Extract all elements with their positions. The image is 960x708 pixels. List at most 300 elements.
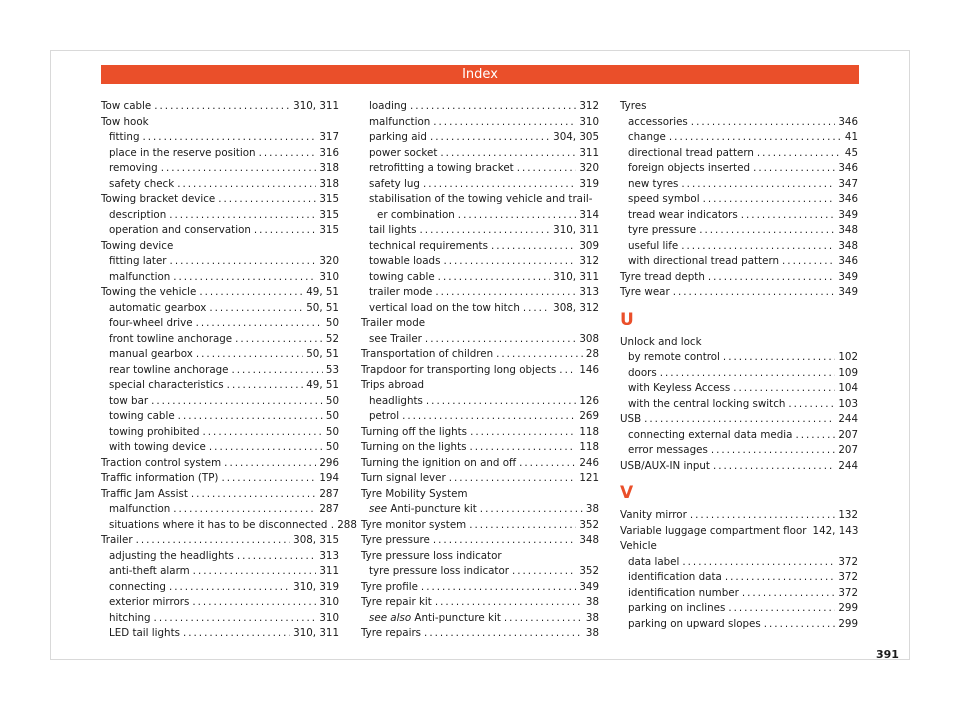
page-reference: 121 [579, 472, 599, 484]
dot-leader [690, 508, 836, 524]
entry-label: power socket [369, 146, 438, 159]
dot-leader [177, 177, 316, 193]
entry-label: Tyre monitor system [361, 518, 467, 531]
page-reference: 346 [838, 115, 858, 128]
index-heading: Towing device [101, 239, 174, 252]
entry-label: Tow cable [101, 100, 152, 112]
dot-leader [410, 99, 576, 115]
dot-leader [480, 502, 583, 518]
page-reference: 310 [579, 115, 599, 128]
page-reference: 311 [319, 565, 339, 577]
page-reference: 310, 319 [293, 580, 339, 593]
dot-leader [151, 394, 323, 410]
index-entry [101, 285, 339, 301]
page-reference: 287 [319, 503, 339, 515]
index-column-3 [620, 99, 858, 632]
page-reference: 296 [319, 456, 339, 469]
dot-leader [757, 146, 842, 162]
index-heading: Unlock and lock [620, 335, 702, 348]
index-heading: Trips abroad [361, 379, 425, 391]
entry-label: Trapdoor for transporting long objects [361, 363, 557, 376]
index-subentry [101, 270, 339, 286]
entry-label: four-wheel drive [109, 317, 193, 329]
entry-label: headlights [369, 394, 423, 407]
dot-leader [192, 595, 316, 611]
entry-label: Tyre repair kit [361, 596, 432, 608]
page-reference: 126 [579, 394, 599, 407]
dot-leader [713, 459, 835, 475]
index-subentry [101, 425, 339, 441]
entry-label: technical requirements [369, 239, 488, 252]
dot-leader [440, 146, 576, 162]
index-subentry [101, 595, 339, 611]
dot-leader [224, 456, 316, 472]
page-reference: 109 [838, 366, 858, 379]
dot-leader [764, 617, 836, 633]
page-reference: 52 [325, 332, 339, 345]
page-reference: 45 [844, 146, 858, 159]
dot-leader [433, 115, 576, 131]
index-entry [361, 533, 599, 549]
dot-leader [161, 161, 317, 177]
page-reference: 349 [579, 580, 599, 593]
index-subentry [361, 394, 599, 410]
index-entry [361, 471, 599, 487]
page-reference: 372 [838, 571, 858, 583]
dot-leader [191, 487, 316, 503]
page-reference: 132 [838, 509, 858, 521]
entry-label: Variable luggage compartment floor [620, 524, 807, 537]
dot-leader [753, 161, 835, 177]
index-entry [361, 440, 599, 456]
section-letter: U [620, 309, 634, 330]
dot-leader [681, 239, 835, 255]
dot-leader [196, 316, 323, 332]
index-entry [101, 487, 339, 503]
entry-label: towing prohibited [109, 425, 200, 438]
page-reference: 310 [319, 270, 339, 283]
entry-label: speed symbol [628, 193, 700, 205]
page-reference: 50, 51 [306, 301, 339, 314]
entry-label: tyre pressure loss indicator [369, 565, 509, 577]
entry-label: manual gearbox [109, 348, 193, 360]
entry-label: hitching [109, 611, 151, 624]
entry-label: connecting [109, 580, 166, 593]
page-reference: 346 [838, 162, 858, 174]
entry-label: Turning on the lights [361, 441, 467, 453]
entry-label: Towing the vehicle [101, 286, 197, 298]
entry-label: towing cable [109, 410, 175, 422]
page-reference: 194 [319, 472, 339, 484]
entry-label: loading [369, 100, 407, 112]
index-subentry [101, 161, 339, 177]
index-subentry [620, 239, 858, 255]
page-reference: 49, 51 [306, 286, 339, 298]
dot-leader [741, 208, 836, 224]
dot-leader [708, 270, 835, 286]
section-letter: V [620, 483, 634, 503]
dot-leader [443, 254, 576, 270]
dot-leader [136, 533, 291, 549]
dot-leader [458, 208, 577, 224]
entry-label: Tyre profile [361, 580, 418, 593]
page-reference: 348 [579, 534, 599, 546]
dot-leader [424, 626, 583, 642]
page-reference: 372 [838, 586, 858, 599]
entry-label: Towing bracket device [101, 193, 216, 205]
index-subentry [620, 555, 858, 571]
index-subentry [361, 301, 599, 317]
page-reference: 318 [319, 162, 339, 174]
index-subentry [361, 502, 599, 518]
entry-label: fitting later [109, 255, 167, 267]
entry-label: front towline anchorage [109, 332, 233, 345]
entry-label [369, 502, 477, 518]
index-subentry [620, 130, 858, 146]
index-heading: Tyre pressure loss indicator [361, 549, 502, 562]
dot-leader [523, 301, 550, 317]
page-reference: 320 [579, 162, 599, 174]
page-reference: 104 [838, 382, 858, 394]
index-subentry [361, 332, 599, 348]
entry-label: identification data [628, 571, 722, 583]
dot-leader [196, 347, 303, 363]
entry-label: tyre pressure [628, 224, 697, 236]
dot-leader [682, 555, 835, 571]
index-entry [620, 270, 858, 286]
dot-leader [449, 471, 577, 487]
index-subentry [361, 146, 599, 162]
dot-leader [788, 397, 835, 413]
index-subentry [361, 161, 599, 177]
page-reference: 28 [585, 348, 599, 360]
page-reference: 310, 311 [293, 627, 339, 639]
entry-label: accessories [628, 115, 688, 128]
entry-label [369, 611, 501, 627]
page-reference: 102 [838, 351, 858, 363]
dot-leader [423, 177, 576, 193]
index-subentry [101, 549, 339, 565]
entry-label: malfunction [109, 270, 171, 283]
page-reference: 50 [325, 410, 339, 422]
page-reference: 349 [838, 208, 858, 221]
entry-label: malfunction [109, 503, 171, 515]
entry-label: trailer mode [369, 286, 433, 298]
index-heading: Tyre Mobility System [361, 487, 468, 500]
entry-label: useful life [628, 239, 679, 252]
index-subentry [361, 409, 599, 425]
page-reference: 310, 311 [553, 270, 599, 283]
entry-label: Traffic information (TP) [101, 472, 219, 484]
page-reference: 352 [579, 565, 599, 577]
entry-label: automatic gearbox [109, 301, 207, 314]
dot-leader [435, 595, 583, 611]
page-reference: 346 [838, 255, 858, 267]
index-subentry [361, 611, 599, 627]
dot-leader [512, 564, 576, 580]
index-subentry [361, 564, 599, 580]
entry-label: special characteristics [109, 379, 224, 391]
dot-leader [728, 601, 835, 617]
dot-leader [154, 99, 290, 115]
page-reference: 207 [838, 444, 858, 456]
index-subentry [620, 115, 858, 131]
page-reference: 348 [838, 224, 858, 236]
index-subentry [101, 254, 339, 270]
dot-leader [218, 192, 316, 208]
entry-label: anti-theft alarm [109, 565, 190, 577]
entry-label: with the central locking switch [628, 397, 786, 410]
entry-label: Tyre wear [620, 286, 670, 298]
index-heading: Vehicle [620, 540, 657, 552]
page-reference: 318 [319, 177, 339, 190]
index-subentry [620, 381, 858, 397]
index-heading: Tow hook [101, 115, 149, 128]
index-subentry [361, 285, 599, 301]
page-reference: 349 [838, 270, 858, 283]
entry-label: with Keyless Access [628, 382, 731, 394]
entry-label: towing cable [369, 270, 435, 283]
page-reference: 41 [844, 131, 858, 143]
index-entry [361, 425, 599, 441]
page-reference: 304, 305 [553, 131, 599, 143]
index-entry [361, 363, 599, 379]
page-reference: 103 [838, 397, 858, 410]
page-reference: 310, 311 [293, 100, 339, 112]
entry-label: Tyre pressure [361, 534, 430, 546]
page-reference: 50 [325, 394, 339, 407]
index-subentry [620, 397, 858, 413]
dot-leader [435, 285, 576, 301]
entry-label: adjusting the headlights [109, 549, 234, 562]
index-subentry [101, 502, 339, 518]
dot-leader [203, 425, 323, 441]
index-column-2 [361, 99, 599, 642]
reference-target: Anti-puncture kit [387, 503, 477, 515]
dot-leader [178, 409, 323, 425]
entry-label: removing [109, 162, 158, 174]
page-reference: 315 [319, 208, 339, 221]
index-subentry [620, 617, 858, 633]
index-subentry [101, 580, 339, 596]
entry-label: USB [620, 413, 642, 425]
index-entry [620, 508, 858, 524]
page-reference: 314 [579, 208, 599, 221]
index-subentry [101, 332, 339, 348]
index-subentry [361, 177, 599, 193]
index-subentry [101, 440, 339, 456]
entry-label: vertical load on the tow hitch [369, 301, 520, 314]
dot-leader [795, 428, 835, 444]
entry-label: malfunction [369, 115, 431, 128]
page-reference: 309 [579, 239, 599, 252]
dot-leader [169, 208, 316, 224]
page-reference: 142, 143 [812, 524, 859, 537]
dot-leader [711, 443, 836, 459]
index-subentry [620, 366, 858, 382]
entry-label: Tyre repairs [361, 627, 422, 639]
dot-leader [199, 285, 303, 301]
index-subentry [101, 626, 339, 642]
page-reference: 349 [838, 286, 858, 298]
page-reference: 38 [585, 627, 599, 639]
index-entry [101, 471, 339, 487]
dot-leader [742, 586, 836, 602]
dot-leader [169, 580, 290, 596]
index-entry [101, 533, 339, 549]
index-subentry: stabilisation of the towing vehicle and trail- [369, 193, 593, 205]
index-entry [620, 285, 858, 301]
dot-leader [469, 440, 576, 456]
index-subentry [620, 601, 858, 617]
page-reference: 244 [838, 459, 858, 472]
page-reference: 347 [838, 177, 858, 190]
index-subentry [101, 146, 339, 162]
index-entry [361, 595, 599, 611]
entry-label: tow bar [109, 394, 149, 407]
dot-leader [237, 549, 316, 565]
dot-leader [430, 130, 550, 146]
dot-leader [496, 347, 583, 363]
dot-leader [426, 394, 576, 410]
reference-target: Anti-puncture kit [411, 611, 501, 624]
dot-leader [733, 381, 835, 397]
page-reference: 299 [838, 617, 858, 630]
entry-label: er combination [377, 208, 455, 221]
entry-label: Turning the ignition on and off [361, 456, 517, 469]
index-entry [361, 347, 599, 363]
dot-leader [644, 412, 835, 428]
entry-label: connecting external data media [628, 428, 793, 441]
index-subentry [361, 208, 599, 224]
entry-label: new tyres [628, 177, 679, 190]
page-reference: 146 [579, 363, 599, 376]
dot-leader [232, 363, 323, 379]
dot-leader [183, 626, 290, 642]
see-reference: see also [369, 611, 412, 624]
index-subentry [101, 378, 339, 394]
entry-label: identification number [628, 586, 739, 599]
index-subentry [361, 130, 599, 146]
page-reference: 312 [579, 100, 599, 112]
index-subentry [620, 208, 858, 224]
entry-label: parking aid [369, 131, 427, 143]
index-subentry [101, 316, 339, 332]
index-subentry [101, 363, 339, 379]
dot-leader [660, 366, 836, 382]
index-subentry [361, 223, 599, 239]
dot-leader [438, 270, 550, 286]
page-reference: 308, 312 [553, 301, 599, 314]
entry-label: safety lug [369, 177, 420, 190]
index-subentry [620, 350, 858, 366]
index-entry [361, 626, 599, 642]
entry-label: parking on upward slopes [628, 617, 761, 630]
dot-leader [673, 285, 836, 301]
page-reference: 320 [319, 255, 339, 267]
index-subentry: situations where it has to be disconnected . 288 [109, 518, 357, 531]
entry-label: with directional tread pattern [628, 255, 780, 267]
dot-leader [517, 161, 577, 177]
index-heading: Trailer mode [361, 317, 426, 329]
page-reference: 352 [579, 518, 599, 531]
dot-leader [173, 270, 316, 286]
index-subentry [620, 161, 858, 177]
page-reference: 50 [325, 441, 339, 453]
dot-leader [703, 192, 836, 208]
index-subentry [620, 177, 858, 193]
entry-label: retrofitting a towing bracket [369, 162, 514, 174]
page-reference: 50, 51 [306, 348, 339, 360]
index-subentry [620, 223, 858, 239]
dot-leader [433, 533, 576, 549]
index-subentry [101, 208, 339, 224]
index-subentry [101, 301, 339, 317]
index-subentry [101, 130, 339, 146]
index-subentry [361, 239, 599, 255]
page-reference: 269 [579, 410, 599, 422]
index-subentry [361, 115, 599, 131]
dot-leader [491, 239, 576, 255]
dot-leader [725, 570, 836, 586]
see-reference: see [369, 503, 388, 515]
page-reference: 310, 311 [553, 224, 599, 236]
page-reference: 315 [319, 193, 339, 205]
dot-leader [259, 146, 317, 162]
dot-leader [170, 254, 317, 270]
page-reference: 348 [838, 239, 858, 252]
dot-leader [142, 130, 316, 146]
index-subentry [620, 586, 858, 602]
page-reference: 246 [579, 456, 599, 469]
dot-leader [425, 332, 576, 348]
page-reference: 50 [325, 317, 339, 329]
index-subentry [101, 394, 339, 410]
index-subentry [620, 254, 858, 270]
entry-label: Traction control system [101, 456, 222, 469]
dot-leader [209, 301, 303, 317]
dot-leader [154, 611, 317, 627]
entry-label: tail lights [369, 224, 417, 236]
index-subentry [101, 409, 339, 425]
dot-leader [221, 471, 316, 487]
page-reference: 287 [319, 487, 339, 500]
page-reference: 308, 315 [293, 534, 339, 546]
page-reference: 319 [579, 177, 599, 190]
index-entry [620, 524, 858, 540]
entry-label: change [628, 131, 666, 143]
page-reference: 53 [325, 363, 339, 376]
index-subentry [361, 254, 599, 270]
entry-label: description [109, 208, 167, 221]
entry-label: Tyre tread depth [620, 270, 705, 283]
dot-leader [669, 130, 842, 146]
index-subentry [620, 443, 858, 459]
entry-label: Transportation of children [361, 348, 494, 360]
page-reference: 315 [319, 224, 339, 236]
index-subentry [620, 146, 858, 162]
dot-leader [559, 363, 576, 379]
entry-label: towable loads [369, 255, 441, 267]
page-reference: 346 [838, 193, 858, 205]
entry-label: exterior mirrors [109, 596, 190, 608]
page-reference: 317 [319, 131, 339, 143]
entry-label: by remote control [628, 351, 720, 363]
entry-label: error messages [628, 444, 708, 456]
entry-label: see Trailer [369, 332, 422, 345]
index-entry [101, 456, 339, 472]
entry-label: with towing device [109, 441, 206, 453]
